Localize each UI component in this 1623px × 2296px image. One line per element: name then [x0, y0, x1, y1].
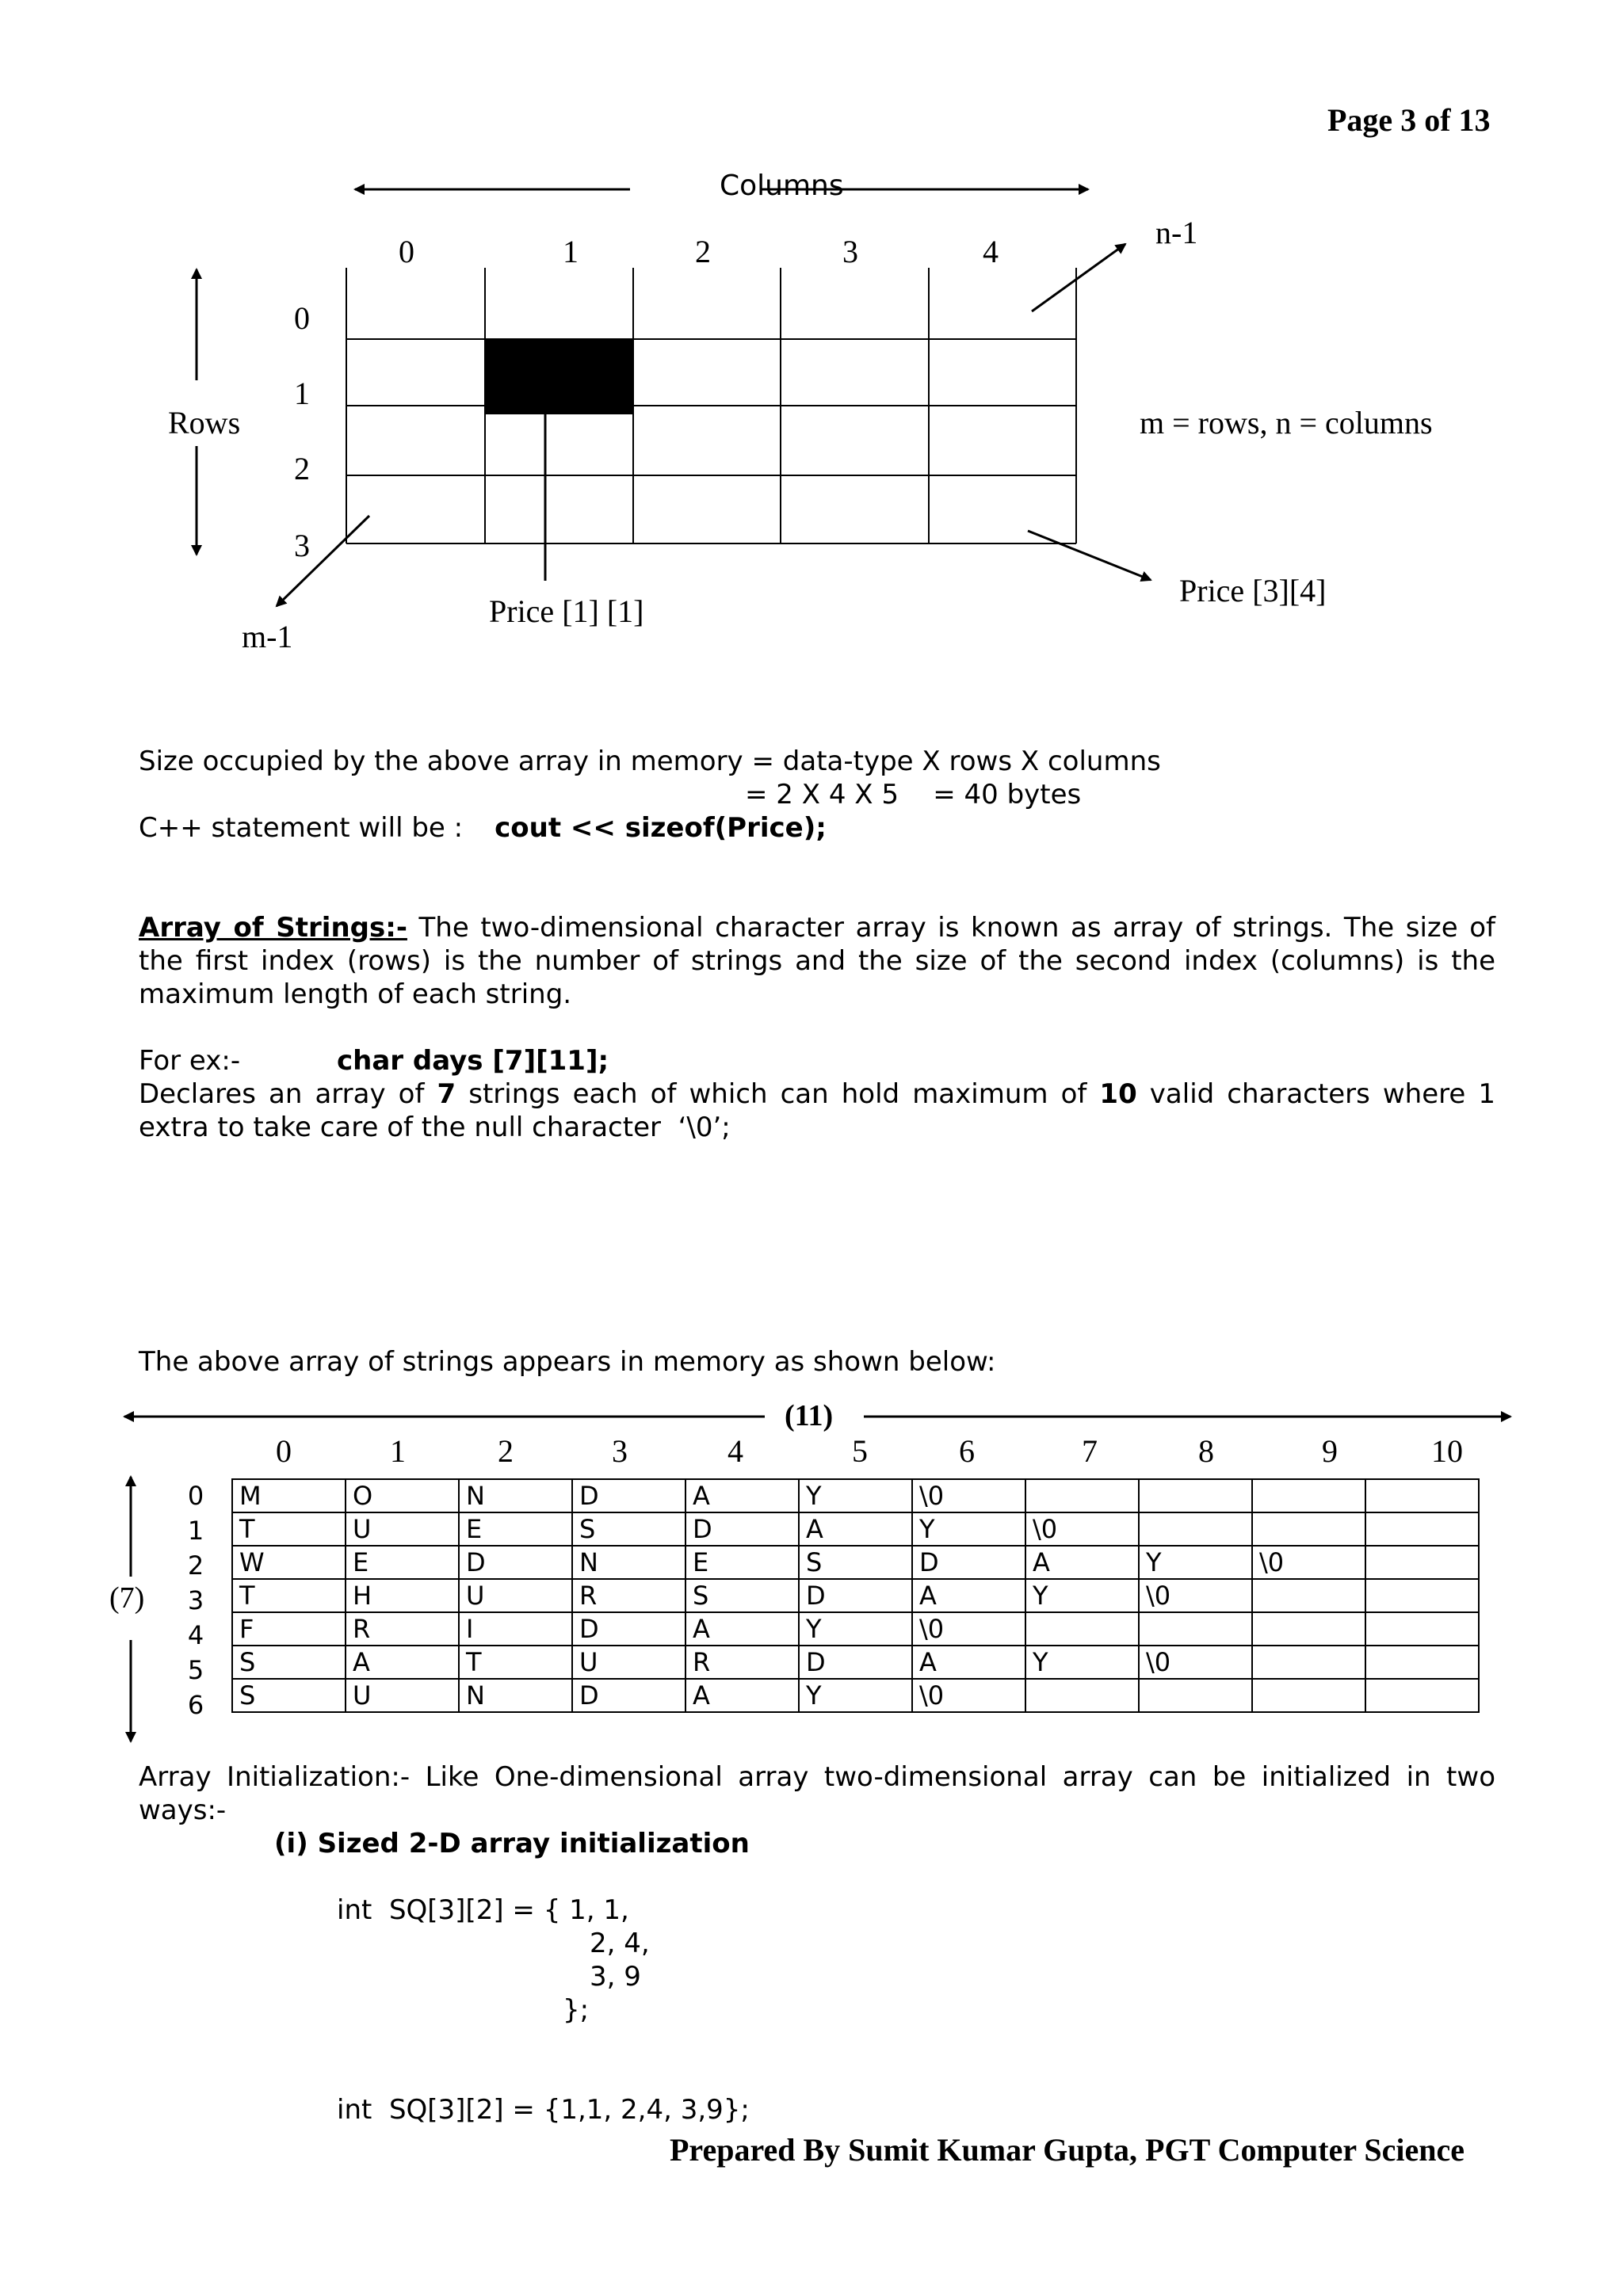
- table-cell: S: [232, 1646, 346, 1679]
- statement-label: C++ statement will be :: [139, 812, 464, 844]
- strings-paragraph: [139, 911, 1495, 1011]
- highlighted-cell: [485, 339, 633, 414]
- table-cell: [1252, 1579, 1365, 1612]
- footer-credit: Prepared By Sumit Kumar Gupta, PGT Computer Science: [670, 2132, 1465, 2168]
- table-cell: S: [685, 1579, 799, 1612]
- table-cell: U: [572, 1646, 685, 1679]
- col-index: 4: [983, 234, 999, 269]
- table-cell: [1252, 1479, 1365, 1512]
- table-cell: \0: [1025, 1512, 1139, 1546]
- table-cell: \0: [1139, 1646, 1252, 1679]
- table-cell: O: [346, 1479, 459, 1512]
- table-row: [232, 1579, 1479, 1612]
- mem-row-index: 1: [187, 1516, 204, 1546]
- table-cell: E: [685, 1546, 799, 1579]
- table-cell: M: [232, 1479, 346, 1512]
- table-cell: U: [346, 1512, 459, 1546]
- declares-text-c: valid characters where 1: [1136, 1078, 1495, 1110]
- table-cell: [1365, 1546, 1479, 1579]
- table-cell: D: [572, 1479, 685, 1512]
- mem-row-index: 2: [187, 1550, 204, 1581]
- table-cell: T: [232, 1579, 346, 1612]
- table-cell: S: [232, 1679, 346, 1712]
- mem-row-index: 5: [187, 1655, 204, 1685]
- table-cell: A: [912, 1579, 1025, 1612]
- mem-row-index: 0: [187, 1481, 204, 1511]
- m-arrow: [277, 516, 369, 606]
- mem-col-index: 9: [1322, 1433, 1338, 1469]
- table-row: [232, 1612, 1479, 1646]
- mem-col-index: 1: [390, 1433, 406, 1469]
- code-single-line: int SQ[3][2] = {1,1, 2,4, 3,9};: [337, 2094, 750, 2126]
- table-cell: [1365, 1679, 1479, 1712]
- memory-table: [231, 1478, 1480, 1713]
- n-arrow: [1032, 244, 1125, 311]
- table-cell: [1252, 1612, 1365, 1646]
- init-paragraph: Array Initialization:- Like One-dimensional array two-dimensional array can be initialized in two ways:-: [139, 1761, 1495, 1826]
- table-cell: [1365, 1646, 1479, 1679]
- code-line-2: 2, 4,: [590, 1928, 650, 1959]
- table-cell: D: [459, 1546, 572, 1579]
- table-cell: I: [459, 1612, 572, 1646]
- table-cell: [1365, 1612, 1479, 1646]
- table-cell: N: [459, 1479, 572, 1512]
- table-cell: A: [685, 1479, 799, 1512]
- declares-line-1: [139, 1077, 1495, 1111]
- declares-line-2: extra to take care of the null character ‘\0’;: [139, 1112, 731, 1143]
- size-line-3: [139, 811, 827, 845]
- mem-col-index: 10: [1431, 1433, 1463, 1469]
- strings-heading: Array of Strings:-: [139, 912, 407, 944]
- table-cell: E: [346, 1546, 459, 1579]
- days-declaration: char days [7][11];: [337, 1045, 609, 1077]
- table-cell: Y: [1025, 1579, 1139, 1612]
- table-cell: [1365, 1479, 1479, 1512]
- table-cell: T: [232, 1512, 346, 1546]
- table-cell: R: [346, 1612, 459, 1646]
- table-cell: F: [232, 1612, 346, 1646]
- columns-label: Columns: [720, 170, 844, 202]
- table-cell: [1139, 1679, 1252, 1712]
- table-cell: [1025, 1479, 1139, 1512]
- table-cell: A: [799, 1512, 912, 1546]
- table-cell: U: [346, 1679, 459, 1712]
- mem-row-index: 3: [187, 1585, 204, 1615]
- table-cell: R: [685, 1646, 799, 1679]
- code-line-3: 3, 9: [590, 1961, 641, 1993]
- height-label: (7): [109, 1581, 145, 1615]
- mem-col-index: 6: [959, 1433, 975, 1469]
- strings-description: The two-dimensional character array is known as array of strings. The size of the first index (rows) is the number of strings and the size of the second index (columns) is the maximum length of each string.: [139, 912, 1496, 1010]
- table-cell: U: [459, 1579, 572, 1612]
- sized-init-heading: (i) Sized 2-D array initialization: [274, 1828, 750, 1859]
- code-line-1: int SQ[3][2] = { 1, 1,: [337, 1894, 629, 1926]
- table-cell: \0: [1139, 1579, 1252, 1612]
- mem-row-index: 4: [187, 1620, 204, 1650]
- page-number: Page 3 of 13: [1327, 102, 1491, 138]
- table-cell: [1139, 1479, 1252, 1512]
- table-cell: Y: [912, 1512, 1025, 1546]
- price-1-1-label: Price [1] [1]: [489, 593, 644, 629]
- table-cell: D: [685, 1512, 799, 1546]
- table-cell: [1365, 1579, 1479, 1612]
- dimension-legend: m = rows, n = columns: [1140, 405, 1433, 441]
- rows-label: Rows: [168, 405, 241, 441]
- declares-count-7: 7: [437, 1078, 456, 1110]
- table-cell: D: [799, 1579, 912, 1612]
- table-row: [232, 1512, 1479, 1546]
- row-index: 1: [294, 376, 310, 411]
- table-row: [232, 1679, 1479, 1712]
- sizeof-code: cout << sizeof(Price);: [495, 812, 827, 844]
- row-index: 3: [294, 528, 310, 563]
- memory-intro: The above array of strings appears in memory as shown below:: [139, 1346, 996, 1378]
- array-diagram: [0, 0, 1623, 713]
- table-cell: [1252, 1679, 1365, 1712]
- table-cell: [1025, 1612, 1139, 1646]
- table-cell: A: [912, 1646, 1025, 1679]
- price-3-4-label: Price [3][4]: [1179, 573, 1327, 608]
- table-cell: [1365, 1512, 1479, 1546]
- table-cell: Y: [799, 1479, 912, 1512]
- size-line-2: = 2 X 4 X 5 = 40 bytes: [745, 779, 1082, 810]
- size-line-1: Size occupied by the above array in memory = data-type X rows X columns: [139, 746, 1161, 777]
- table-cell: [1252, 1512, 1365, 1546]
- table-cell: W: [232, 1546, 346, 1579]
- col-index: 3: [842, 234, 858, 269]
- row-index: 0: [294, 300, 310, 336]
- m-minus-1-label: m-1: [242, 619, 293, 654]
- table-cell: D: [799, 1646, 912, 1679]
- table-cell: \0: [1252, 1546, 1365, 1579]
- table-cell: Y: [1025, 1646, 1139, 1679]
- table-cell: [1252, 1646, 1365, 1679]
- mem-col-index: 0: [276, 1433, 292, 1469]
- table-cell: A: [685, 1679, 799, 1712]
- mem-col-index: 8: [1198, 1433, 1214, 1469]
- table-cell: T: [459, 1646, 572, 1679]
- table-row: [232, 1479, 1479, 1512]
- col-index: 1: [563, 234, 579, 269]
- table-cell: D: [572, 1612, 685, 1646]
- col-index: 0: [399, 234, 414, 269]
- table-cell: S: [572, 1512, 685, 1546]
- table-cell: E: [459, 1512, 572, 1546]
- width-label: (11): [785, 1399, 834, 1432]
- table-cell: \0: [912, 1679, 1025, 1712]
- table-cell: [1139, 1512, 1252, 1546]
- table-cell: A: [346, 1646, 459, 1679]
- table-cell: Y: [799, 1612, 912, 1646]
- table-cell: N: [572, 1546, 685, 1579]
- table-cell: Y: [799, 1679, 912, 1712]
- declares-text-a: Declares an array of: [139, 1078, 437, 1110]
- table-row: [232, 1646, 1479, 1679]
- array-grid: [346, 268, 1076, 543]
- mem-col-index: 2: [498, 1433, 514, 1469]
- mem-col-index: 4: [727, 1433, 743, 1469]
- declares-text-b: strings each of which can hold maximum of: [456, 1078, 1100, 1110]
- mem-col-index: 5: [852, 1433, 868, 1469]
- mem-col-index: 3: [612, 1433, 628, 1469]
- table-cell: R: [572, 1579, 685, 1612]
- table-row: [232, 1546, 1479, 1579]
- table-cell: Y: [1139, 1546, 1252, 1579]
- col-index: 2: [695, 234, 711, 269]
- mem-row-index: 6: [187, 1690, 204, 1720]
- table-cell: A: [1025, 1546, 1139, 1579]
- table-cell: [1139, 1612, 1252, 1646]
- price34-arrow: [1028, 531, 1151, 580]
- table-cell: A: [685, 1612, 799, 1646]
- n-minus-1-label: n-1: [1155, 215, 1198, 250]
- table-cell: H: [346, 1579, 459, 1612]
- for-ex-label: For ex:-: [139, 1045, 241, 1077]
- table-cell: D: [912, 1546, 1025, 1579]
- for-example-line: [139, 1044, 609, 1077]
- table-cell: [1025, 1679, 1139, 1712]
- table-cell: N: [459, 1679, 572, 1712]
- row-index: 2: [294, 451, 310, 486]
- table-cell: \0: [912, 1612, 1025, 1646]
- table-cell: S: [799, 1546, 912, 1579]
- table-cell: \0: [912, 1479, 1025, 1512]
- declares-count-10: 10: [1099, 1078, 1137, 1110]
- mem-col-index: 7: [1082, 1433, 1098, 1469]
- table-cell: D: [572, 1679, 685, 1712]
- code-line-4: };: [563, 1994, 590, 2026]
